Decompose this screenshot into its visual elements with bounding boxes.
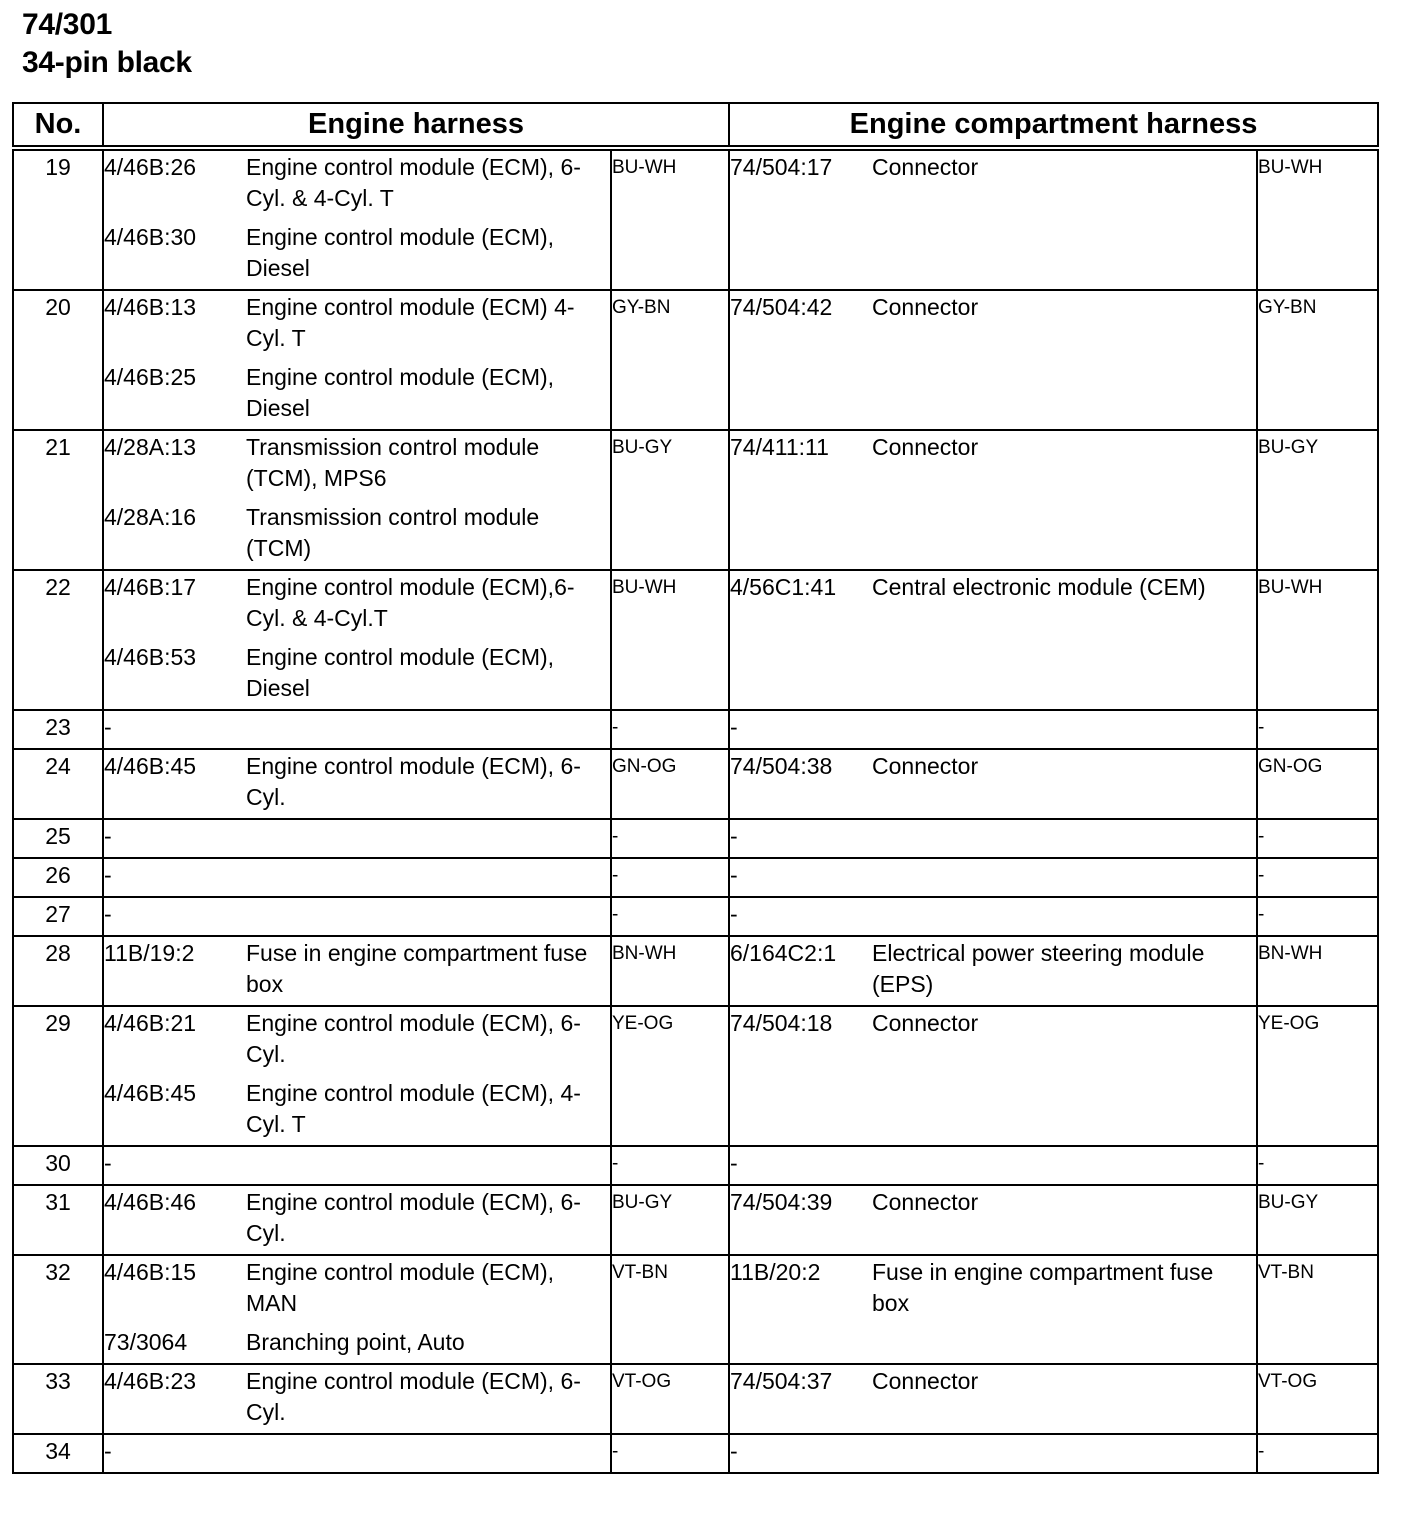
engine-ref: 4/46B:13: [104, 294, 197, 320]
engine-ref: 4/46B:17: [104, 574, 197, 600]
engine-harness-cell: [103, 710, 611, 749]
compartment-wire-color: -: [1257, 858, 1378, 897]
compartment-harness-cell: [729, 897, 1257, 936]
engine-harness-cell: [103, 936, 611, 1006]
compartment-harness-entry: [730, 1257, 1256, 1319]
compartment-harness-cell: [729, 1364, 1257, 1434]
table-row: [13, 897, 1378, 936]
engine-harness-cell: [103, 1146, 611, 1185]
pin-rows: [13, 148, 1378, 1473]
engine-wire-color: -: [611, 1146, 729, 1185]
compartment-harness-entry: [730, 1436, 1256, 1467]
table-row: [13, 1146, 1378, 1185]
engine-ref: 73/3064: [104, 1329, 188, 1355]
compartment-desc: Connector: [872, 154, 979, 180]
table-header-row: [13, 103, 1378, 148]
compartment-ref: -: [730, 1150, 738, 1176]
pin-number: 23: [13, 710, 103, 749]
engine-ref: 4/46B:30: [104, 224, 197, 250]
engine-harness-entry: [104, 751, 610, 813]
engine-harness-cell: [103, 1006, 611, 1146]
compartment-desc: Fuse in engine compartment fuse box: [872, 1259, 1214, 1316]
table-row: [13, 819, 1378, 858]
compartment-ref: 74/504:38: [730, 753, 833, 779]
engine-desc: [246, 712, 610, 743]
compartment-desc: [872, 1148, 1256, 1179]
engine-desc: Engine control module (ECM), 6-Cyl.: [246, 1368, 581, 1425]
compartment-desc: Connector: [872, 1368, 979, 1394]
compartment-harness-entry: [730, 899, 1256, 930]
compartment-wire-color: -: [1257, 710, 1378, 749]
engine-desc: [246, 860, 610, 891]
pin-number: 22: [13, 570, 103, 710]
engine-desc: Transmission control module (TCM): [246, 504, 540, 561]
engine-ref: -: [104, 901, 112, 927]
engine-harness-entry: [104, 1257, 610, 1319]
compartment-desc: [872, 860, 1256, 891]
compartment-harness-cell: [729, 1006, 1257, 1146]
engine-wire-color: YE-OG: [611, 1006, 729, 1146]
engine-desc: Fuse in engine compartment fuse box: [246, 940, 588, 997]
pin-number: 21: [13, 430, 103, 570]
compartment-wire-color: BU-GY: [1257, 1185, 1378, 1255]
compartment-wire-color: BN-WH: [1257, 936, 1378, 1006]
compartment-desc: [872, 899, 1256, 930]
engine-harness-cell: [103, 897, 611, 936]
engine-desc: Branching point, Auto: [246, 1329, 465, 1355]
engine-ref: 4/46B:26: [104, 154, 197, 180]
compartment-ref: 4/56C1:41: [730, 574, 837, 600]
header-engine-harness: Engine harness: [103, 103, 729, 148]
table-row: [13, 710, 1378, 749]
table-row: [13, 430, 1378, 570]
compartment-wire-color: BU-WH: [1257, 148, 1378, 290]
compartment-desc: Connector: [872, 753, 979, 779]
engine-wire-color: BN-WH: [611, 936, 729, 1006]
engine-harness-entry: [104, 292, 610, 354]
engine-wire-color: BU-WH: [611, 148, 729, 290]
compartment-ref: 74/504:37: [730, 1368, 833, 1394]
engine-ref: 4/46B:45: [104, 1080, 197, 1106]
compartment-harness-entry: [730, 1008, 1256, 1039]
compartment-harness-entry: [730, 572, 1256, 603]
engine-wire-color: BU-GY: [611, 430, 729, 570]
engine-desc: [246, 1148, 610, 1179]
engine-desc: [246, 899, 610, 930]
engine-wire-color: VT-OG: [611, 1364, 729, 1434]
compartment-ref: 6/164C2:1: [730, 940, 837, 966]
engine-harness-entry: [104, 712, 610, 743]
pin-number: 34: [13, 1434, 103, 1473]
engine-desc: Engine control module (ECM), 6-Cyl. & 4-Cyl. T: [246, 154, 581, 211]
compartment-wire-color: BU-GY: [1257, 430, 1378, 570]
table-row: [13, 1364, 1378, 1434]
compartment-ref: 74/504:42: [730, 294, 833, 320]
engine-harness-cell: [103, 1434, 611, 1473]
compartment-wire-color: -: [1257, 819, 1378, 858]
table-row: [13, 1255, 1378, 1364]
compartment-wire-color: VT-BN: [1257, 1255, 1378, 1364]
connector-description: 34-pin black: [22, 46, 192, 79]
table-row: [13, 148, 1378, 290]
compartment-harness-entry: [730, 751, 1256, 782]
engine-ref: -: [104, 862, 112, 888]
engine-desc: Engine control module (ECM), 6-Cyl.: [246, 1189, 581, 1246]
compartment-harness-entry: [730, 1366, 1256, 1397]
engine-desc: [246, 1436, 610, 1467]
engine-desc: Engine control module (ECM), Diesel: [246, 644, 555, 701]
engine-ref: -: [104, 714, 112, 740]
engine-harness-cell: [103, 570, 611, 710]
engine-harness-cell: [103, 290, 611, 430]
pin-number: 20: [13, 290, 103, 430]
table-row: [13, 1185, 1378, 1255]
compartment-desc: Electrical power steering module (EPS): [872, 940, 1205, 997]
engine-harness-cell: [103, 430, 611, 570]
compartment-ref: 74/504:39: [730, 1189, 833, 1215]
engine-harness-entry: [104, 1436, 610, 1467]
compartment-harness-entry: [730, 821, 1256, 852]
engine-harness-entry: [104, 152, 610, 214]
pin-number: 32: [13, 1255, 103, 1364]
engine-desc: Transmission control module (TCM), MPS6: [246, 434, 540, 491]
engine-harness-entry: [104, 1327, 610, 1358]
table-row: [13, 290, 1378, 430]
pin-number: 27: [13, 897, 103, 936]
engine-desc: Engine control module (ECM), Diesel: [246, 364, 555, 421]
engine-wire-color: -: [611, 710, 729, 749]
engine-harness-cell: [103, 1255, 611, 1364]
compartment-harness-cell: [729, 1146, 1257, 1185]
engine-harness-entry: [104, 1008, 610, 1070]
engine-harness-entry: [104, 362, 610, 424]
compartment-harness-cell: [729, 1185, 1257, 1255]
pin-table: [12, 102, 1379, 1474]
engine-harness-cell: [103, 1185, 611, 1255]
engine-desc: Engine control module (ECM), 6-Cyl.: [246, 753, 581, 810]
table-row: [13, 858, 1378, 897]
compartment-harness-cell: [729, 819, 1257, 858]
compartment-wire-color: -: [1257, 897, 1378, 936]
compartment-wire-color: GN-OG: [1257, 749, 1378, 819]
engine-harness-entry: [104, 821, 610, 852]
engine-ref: -: [104, 1150, 112, 1176]
engine-harness-entry: [104, 938, 610, 1000]
table-row: [13, 570, 1378, 710]
compartment-desc: Connector: [872, 1189, 979, 1215]
header-no: No.: [13, 103, 103, 148]
engine-desc: Engine control module (ECM), Diesel: [246, 224, 555, 281]
engine-harness-entry: [104, 1366, 610, 1428]
engine-desc: Engine control module (ECM) 4-Cyl. T: [246, 294, 575, 351]
compartment-harness-entry: [730, 152, 1256, 183]
compartment-ref: -: [730, 1438, 738, 1464]
compartment-harness-cell: [729, 570, 1257, 710]
engine-harness-cell: [103, 1364, 611, 1434]
engine-desc: Engine control module (ECM), MAN: [246, 1259, 555, 1316]
engine-harness-entry: [104, 432, 610, 494]
compartment-desc: [872, 1436, 1256, 1467]
engine-desc: [246, 821, 610, 852]
engine-harness-cell: [103, 148, 611, 290]
table-row: [13, 1006, 1378, 1146]
compartment-desc: Connector: [872, 1010, 979, 1036]
compartment-ref: 74/411:11: [730, 434, 829, 460]
pin-number: 19: [13, 148, 103, 290]
engine-desc: Engine control module (ECM), 4-Cyl. T: [246, 1080, 581, 1137]
compartment-ref: -: [730, 823, 738, 849]
engine-ref: 4/46B:21: [104, 1010, 197, 1036]
compartment-harness-cell: [729, 1255, 1257, 1364]
compartment-wire-color: VT-OG: [1257, 1364, 1378, 1434]
engine-ref: 11B/19:2: [104, 940, 195, 966]
pin-number: 33: [13, 1364, 103, 1434]
engine-desc: Engine control module (ECM), 6-Cyl.: [246, 1010, 581, 1067]
engine-wire-color: GN-OG: [611, 749, 729, 819]
pin-number: 28: [13, 936, 103, 1006]
header-engine-compartment-harness: Engine compartment harness: [729, 103, 1378, 148]
compartment-harness-cell: [729, 1434, 1257, 1473]
compartment-harness-entry: [730, 938, 1256, 1000]
engine-harness-entry: [104, 572, 610, 634]
engine-ref: 4/46B:45: [104, 753, 197, 779]
compartment-ref: -: [730, 901, 738, 927]
engine-harness-entry: [104, 222, 610, 284]
compartment-harness-cell: [729, 858, 1257, 897]
engine-harness-entry: [104, 1148, 610, 1179]
engine-ref: 4/46B:46: [104, 1189, 197, 1215]
engine-harness-entry: [104, 899, 610, 930]
compartment-harness-cell: [729, 430, 1257, 570]
engine-harness-cell: [103, 858, 611, 897]
table-row: [13, 749, 1378, 819]
compartment-wire-color: -: [1257, 1146, 1378, 1185]
engine-wire-color: -: [611, 858, 729, 897]
connector-title: [22, 6, 192, 82]
pin-number: 26: [13, 858, 103, 897]
engine-desc: Engine control module (ECM),6-Cyl. & 4-Cyl.T: [246, 574, 575, 631]
engine-wire-color: -: [611, 819, 729, 858]
compartment-ref: 74/504:18: [730, 1010, 833, 1036]
engine-wire-color: BU-GY: [611, 1185, 729, 1255]
engine-harness-entry: [104, 1187, 610, 1249]
compartment-harness-cell: [729, 749, 1257, 819]
pin-number: 30: [13, 1146, 103, 1185]
engine-wire-color: -: [611, 1434, 729, 1473]
engine-harness-entry: [104, 642, 610, 704]
engine-ref: 4/46B:25: [104, 364, 197, 390]
engine-ref: 4/28A:16: [104, 504, 197, 530]
compartment-harness-entry: [730, 712, 1256, 743]
pin-number: 29: [13, 1006, 103, 1146]
compartment-ref: 11B/20:2: [730, 1259, 821, 1285]
engine-wire-color: GY-BN: [611, 290, 729, 430]
compartment-harness-entry: [730, 860, 1256, 891]
compartment-desc: [872, 712, 1256, 743]
engine-wire-color: -: [611, 897, 729, 936]
engine-ref: 4/46B:23: [104, 1368, 197, 1394]
compartment-harness-entry: [730, 1187, 1256, 1218]
engine-wire-color: BU-WH: [611, 570, 729, 710]
engine-wire-color: VT-BN: [611, 1255, 729, 1364]
engine-harness-entry: [104, 1078, 610, 1140]
compartment-harness-entry: [730, 1148, 1256, 1179]
compartment-harness-cell: [729, 936, 1257, 1006]
engine-harness-cell: [103, 749, 611, 819]
pin-number: 24: [13, 749, 103, 819]
engine-ref: -: [104, 823, 112, 849]
compartment-harness-cell: [729, 710, 1257, 749]
compartment-desc: Connector: [872, 434, 979, 460]
table-row: [13, 936, 1378, 1006]
compartment-desc: Connector: [872, 294, 979, 320]
compartment-harness-cell: [729, 148, 1257, 290]
compartment-wire-color: YE-OG: [1257, 1006, 1378, 1146]
table-row: [13, 1434, 1378, 1473]
engine-ref: 4/46B:15: [104, 1259, 197, 1285]
compartment-desc: Central electronic module (CEM): [872, 574, 1206, 600]
pin-number: 31: [13, 1185, 103, 1255]
engine-harness-cell: [103, 819, 611, 858]
compartment-ref: -: [730, 714, 738, 740]
compartment-ref: -: [730, 862, 738, 888]
compartment-wire-color: GY-BN: [1257, 290, 1378, 430]
compartment-wire-color: -: [1257, 1434, 1378, 1473]
compartment-wire-color: BU-WH: [1257, 570, 1378, 710]
compartment-ref: 74/504:17: [730, 154, 833, 180]
compartment-harness-cell: [729, 290, 1257, 430]
engine-ref: -: [104, 1438, 112, 1464]
engine-harness-entry: [104, 502, 610, 564]
compartment-desc: [872, 821, 1256, 852]
engine-harness-entry: [104, 860, 610, 891]
engine-ref: 4/28A:13: [104, 434, 197, 460]
engine-ref: 4/46B:53: [104, 644, 197, 670]
compartment-harness-entry: [730, 292, 1256, 323]
pin-number: 25: [13, 819, 103, 858]
compartment-harness-entry: [730, 432, 1256, 463]
connector-id: 74/301: [22, 8, 112, 41]
